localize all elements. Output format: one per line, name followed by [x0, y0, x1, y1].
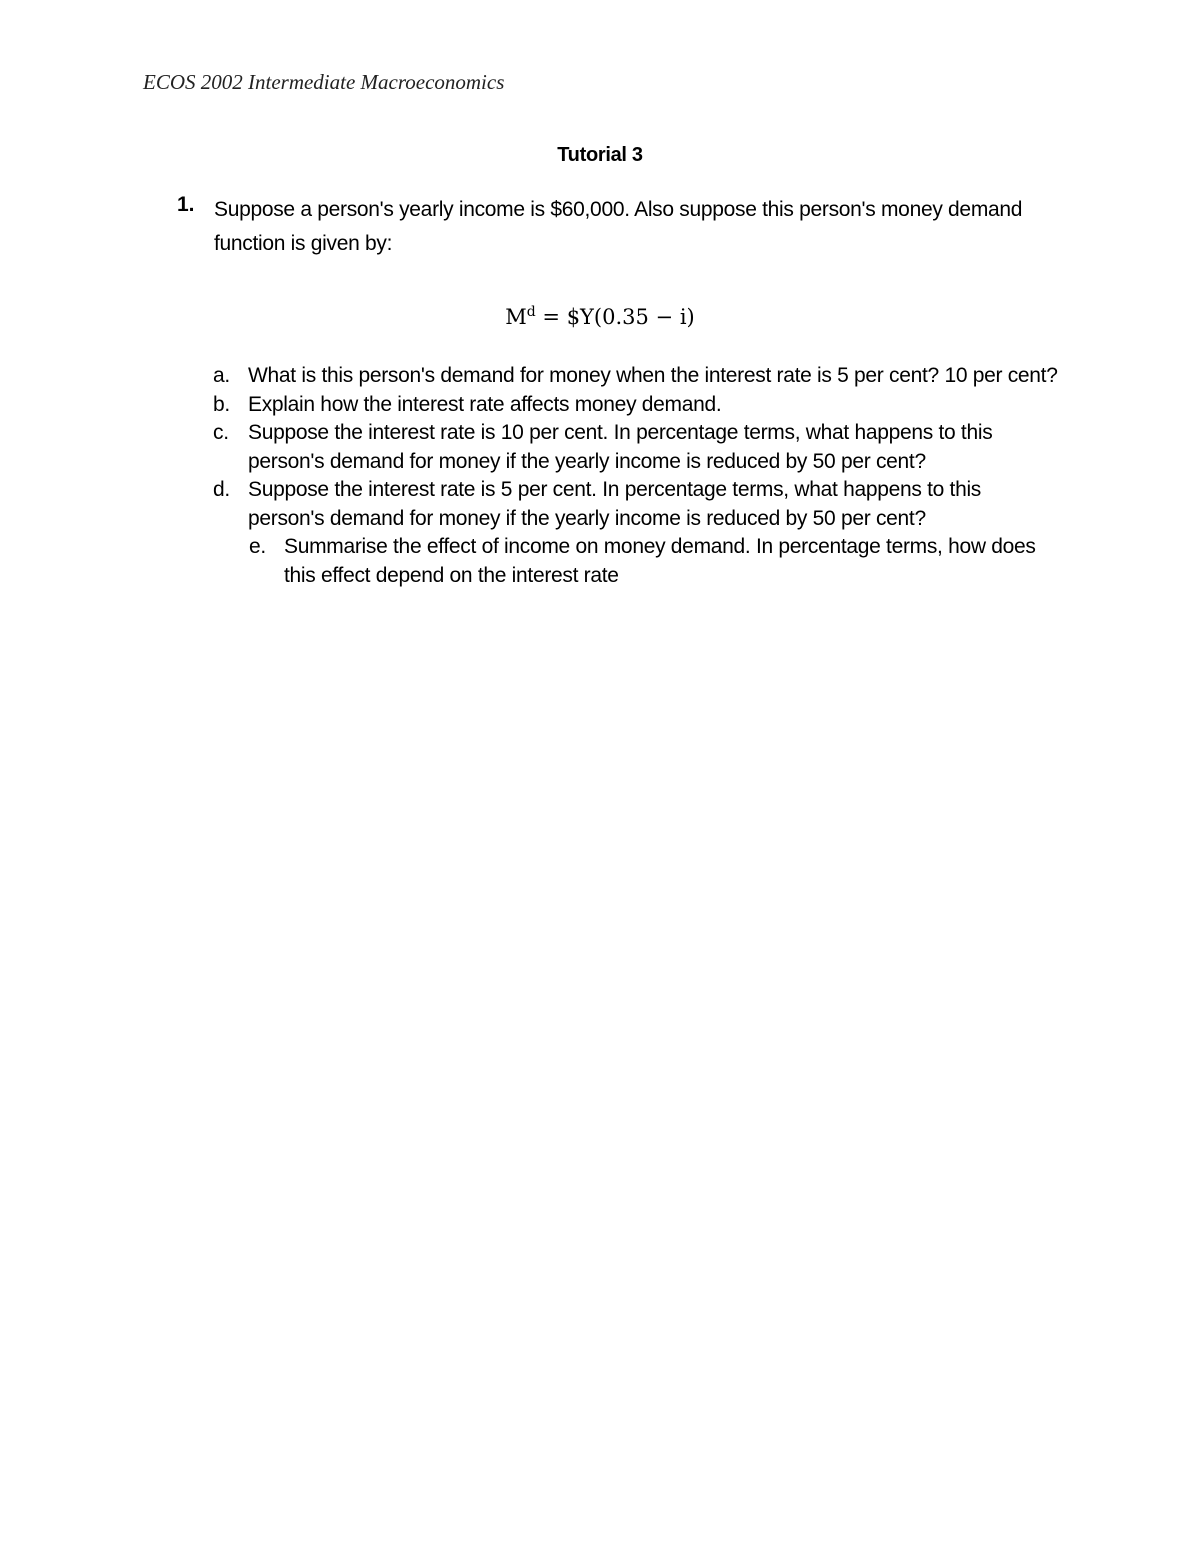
part-text: Suppose the interest rate is 10 per cent. In percentage terms, what happens to this person's demand for money if the yearly income is reduced by 50 per cent?: [248, 421, 993, 473]
part-text: Explain how the interest rate affects money demand.: [248, 392, 722, 416]
part-text: What is this person's demand for money when the interest rate is 5 per cent? 10 per cent?: [248, 364, 1058, 387]
part-b: [0, 391, 1058, 420]
part-letter: d.: [213, 478, 230, 501]
course-header: ECOS 2002 Intermediate Macroeconomics: [143, 70, 505, 94]
question-number: 1.: [177, 193, 195, 216]
part-d: [0, 476, 1058, 533]
money-demand-equation: [0, 304, 1200, 329]
part-e: [0, 533, 1044, 590]
part-letter: a.: [213, 364, 230, 387]
equation-superscript: d: [526, 304, 536, 320]
part-a: [0, 362, 1058, 391]
equation-lhs: M: [505, 305, 527, 329]
part-letter: c.: [213, 421, 229, 444]
question-text: Suppose a person's yearly income is $60,000. Also suppose this person's money demand function is given by:: [214, 198, 1023, 255]
part-letter: b.: [213, 392, 230, 416]
page-title: Tutorial 3: [557, 144, 643, 166]
equation-rhs: = $Y(0.35 − i): [535, 305, 695, 329]
part-text: Summarise the effect of income on money demand. In percentage terms, how does this effect depend on the interest rate: [284, 535, 1036, 587]
question-parts: [0, 362, 1200, 590]
part-text: Suppose the interest rate is 5 per cent. In percentage terms, what happens to this person's demand for money if the yearly income is reduced by 50 per cent?: [248, 478, 982, 530]
part-c: [0, 419, 1058, 476]
part-letter: e.: [249, 535, 266, 558]
